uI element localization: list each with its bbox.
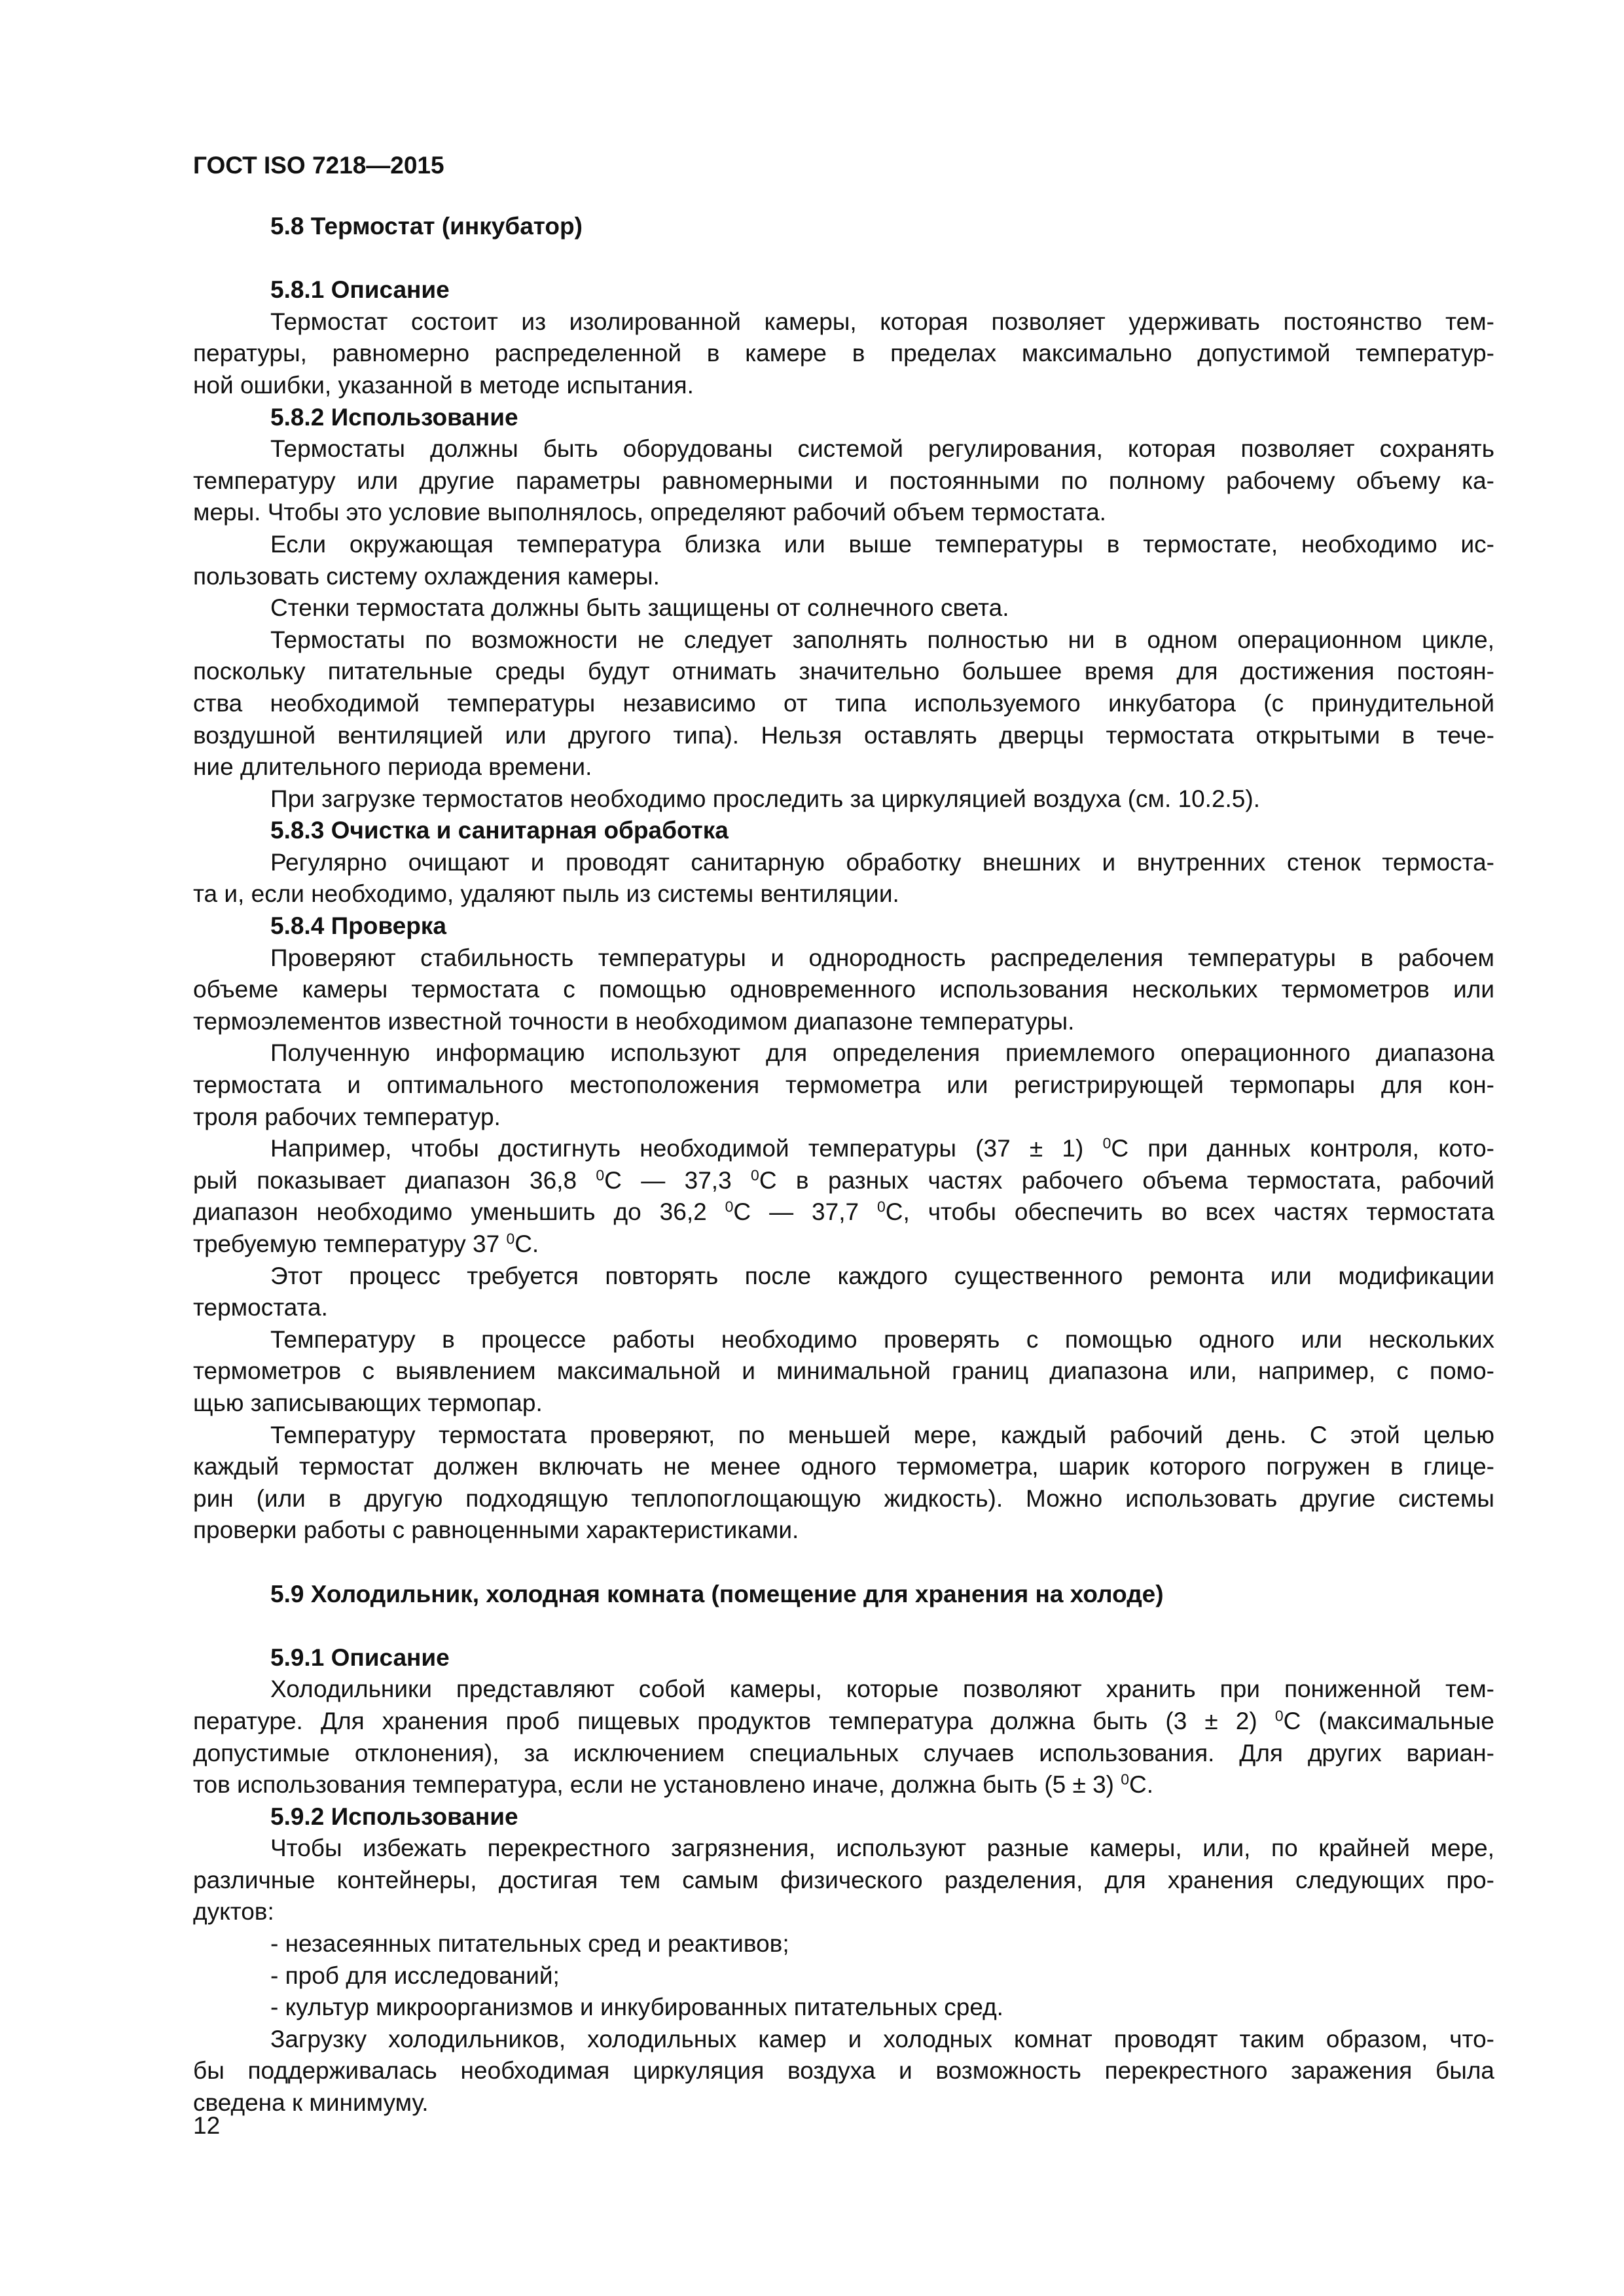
text-line: диапазон необходимо уменьшить до 36,2 $^0$С — 37,7 $^0$С, чтобы обеспечить во всех частях термостата bbox=[193, 1198, 1494, 1226]
text-line: Термостат состоит из изолированной камеры, которая позволяет удерживать постоянство тем- bbox=[270, 308, 1494, 335]
text-line: - культур микроорганизмов и инкубированных питательных сред. bbox=[270, 1994, 1003, 2021]
text-line: термоэлементов известной точности в необходимом диапазоне температуры. bbox=[193, 1007, 1075, 1035]
text-line: объеме камеры термостата с помощью одновременного использования нескольких термометров или bbox=[193, 976, 1494, 1003]
text-line: Загрузку холодильников, холодильных камер и холодных комнат проводят таким образом, что- bbox=[270, 2025, 1494, 2053]
text-line: та и, если необходимо, удаляют пыль из системы вентиляции. bbox=[193, 880, 899, 908]
text-line: Температуру термостата проверяют, по меньшей мере, каждый рабочий день. С этой целью bbox=[270, 1421, 1494, 1448]
text-line: тов использования температура, если не установлено иначе, должна быть (5 ± 3) $^0$С. bbox=[193, 1770, 1154, 1799]
text-line: термостата и оптимального местоположения термометра или регистрирующей термопары для кон- bbox=[193, 1071, 1494, 1099]
text-line: Чтобы избежать перекрестного загрязнения, используют разные камеры, или, по крайней мере, bbox=[270, 1835, 1494, 1862]
text-line: - незасеянных питательных сред и реактивов; bbox=[270, 1930, 789, 1958]
text-line: рин (или в другую подходящую теплопоглощающую жидкость). Можно использовать другие системы bbox=[193, 1484, 1494, 1512]
text-line: Этот процесс требуется повторять после каждого существенного ремонта или модификации bbox=[270, 1262, 1494, 1289]
document-body bbox=[193, 211, 1494, 2119]
text-line: меры. Чтобы это условие выполнялось, определяют рабочий объем термостата. bbox=[193, 499, 1106, 526]
text-line: бы поддерживалась необходимая циркуляция воздуха и возможность перекрестного заражения была bbox=[193, 2057, 1494, 2085]
text-line: Стенки термостата должны быть защищены от солнечного света. bbox=[270, 594, 1009, 622]
text-line: При загрузке термостатов необходимо проследить за циркуляцией воздуха (см. 10.2.5). bbox=[270, 785, 1260, 812]
page-number: 12 bbox=[193, 2112, 221, 2139]
section-heading: 5.8.2 Использование bbox=[270, 403, 518, 431]
text-line: Регулярно очищают и проводят санитарную обработку внешних и внутренних стенок термоста- bbox=[270, 848, 1494, 876]
text-line: требуемую температуру 37 $^0$С. bbox=[193, 1230, 539, 1257]
text-line: проверки работы с равноценными характеристиками. bbox=[193, 1516, 799, 1544]
text-line: дуктов: bbox=[193, 1898, 274, 1926]
text-line: каждый термостат должен включать не менее одного термометра, шарик которого погружен в глице- bbox=[193, 1453, 1494, 1480]
blank-line bbox=[193, 1547, 1494, 1579]
text-line: воздушной вентиляцией или другого типа). Нельзя оставлять дверцы термостата открытыми в тече- bbox=[193, 721, 1494, 749]
blank-line bbox=[193, 1610, 1494, 1642]
section-heading: 5.8.4 Проверка bbox=[270, 912, 446, 940]
text-line: температуру или другие параметры равномерными и постоянными по полному рабочему объему ка- bbox=[193, 467, 1494, 494]
text-line: пературы, равномерно распределенной в камере в пределах максимально допустимой температур- bbox=[193, 340, 1494, 367]
text-line: щью записывающих термопар. bbox=[193, 1389, 543, 1416]
text-line: рый показывает диапазон 36,8 $^0$С — 37,3 $^0$С в разных частях рабочего объема термостата, рабочий bbox=[193, 1166, 1494, 1194]
section-heading: 5.8.1 Описание bbox=[270, 276, 450, 304]
section-heading: 5.9 Холодильник, холодная комната (помещение для хранения на холоде) bbox=[270, 1580, 1164, 1607]
section-heading: 5.9.1 Описание bbox=[270, 1643, 450, 1671]
text-line: сведена к минимуму. bbox=[193, 2089, 429, 2117]
text-line: Термостаты по возможности не следует заполнять полностью ни в одном операционном цикле, bbox=[270, 626, 1494, 653]
text-line: ной ошибки, указанной в методе испытания. bbox=[193, 371, 694, 399]
section-heading: 5.9.2 Использование bbox=[270, 1803, 518, 1830]
text-line: троля рабочих температур. bbox=[193, 1103, 501, 1130]
text-line: Проверяют стабильность температуры и однородность распределения температуры в рабочем bbox=[270, 944, 1494, 971]
text-line: допустимые отклонения), за исключением специальных случаев использования. Для других вариан- bbox=[193, 1739, 1494, 1767]
text-line: пользовать систему охлаждения камеры. bbox=[193, 562, 660, 590]
text-line: Если окружающая температура близка или выше температуры в термостате, необходимо ис- bbox=[270, 530, 1494, 558]
text-line: пературе. Для хранения проб пищевых продуктов температура должна быть (3 ± 2) $^0$С (максимальные bbox=[193, 1707, 1494, 1734]
text-line: - проб для исследований; bbox=[270, 1962, 560, 1989]
text-line: Термостаты должны быть оборудованы системой регулирования, которая позволяет сохранять bbox=[270, 435, 1494, 463]
text-line: различные контейнеры, достигая тем самым физического разделения, для хранения следующих про- bbox=[193, 1866, 1494, 1893]
text-line: ние длительного периода времени. bbox=[193, 753, 592, 781]
text-line: Температуру в процессе работы необходимо проверять с помощью одного или нескольких bbox=[270, 1325, 1494, 1353]
text-line: поскольку питательные среды будут отнимать значительно большее время для достижения постоян- bbox=[193, 658, 1494, 685]
document-header: ГОСТ ISO 7218—2015 bbox=[193, 152, 444, 179]
text-line: термометров с выявлением максимальной и минимальной границ диапазона или, например, с помо- bbox=[193, 1357, 1494, 1385]
text-line: ства необходимой температуры независимо от типа используемого инкубатора (с принудительной bbox=[193, 689, 1494, 717]
section-heading: 5.8 Термостат (инкубатор) bbox=[270, 213, 583, 240]
text-line: термостата. bbox=[193, 1294, 328, 1321]
text-line: Полученную информацию используют для определения приемлемого операционного диапазона bbox=[270, 1039, 1494, 1067]
blank-line bbox=[193, 243, 1494, 275]
text-line: Например, чтобы достигнуть необходимой температуры (37 ± 1) $^0$С при данных контроля, кото- bbox=[270, 1134, 1494, 1162]
text-line: Холодильники представляют собой камеры, которые позволяют хранить при пониженной тем- bbox=[270, 1676, 1494, 1703]
section-heading: 5.8.3 Очистка и санитарная обработка bbox=[270, 817, 729, 844]
